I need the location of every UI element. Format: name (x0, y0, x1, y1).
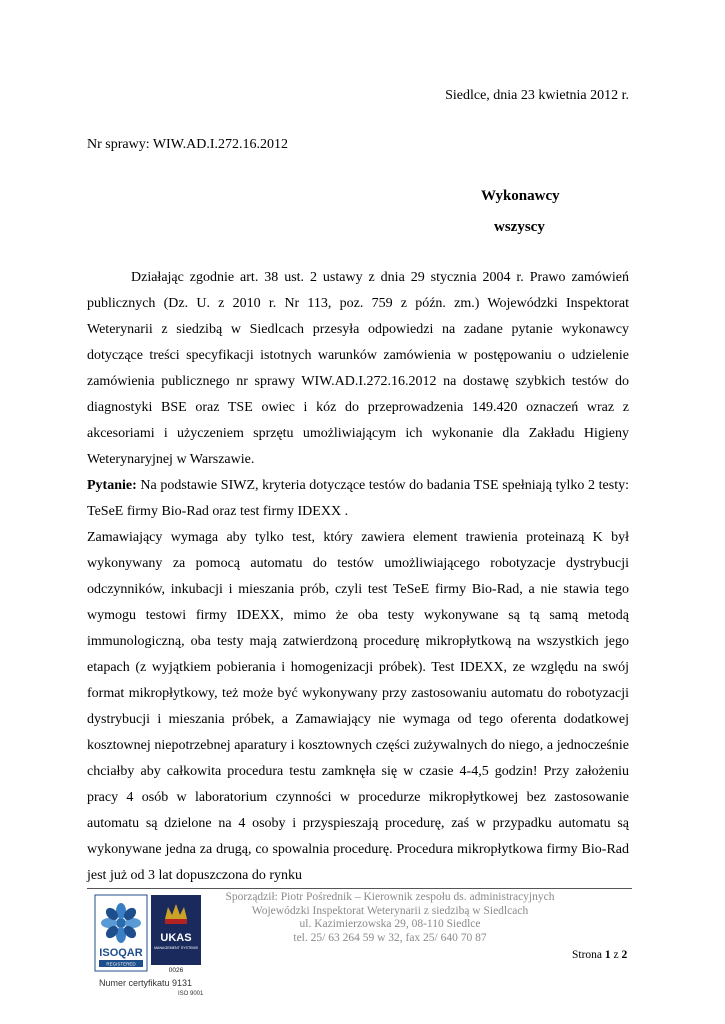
ukas-number: 0026 (168, 967, 184, 974)
page-current: 1 (604, 949, 611, 961)
recipient-line-2: wszyscy (494, 219, 545, 235)
footer-info (210, 891, 570, 945)
certification-logos (93, 893, 205, 1005)
case-number: Nr sprawy: WIW.AD.I.272.16.2012 (87, 137, 289, 152)
footer-phone: tel. 25/ 63 264 59 w 32, fax 25/ 640 70 87 (293, 931, 487, 944)
question-text: Na podstawie SIWZ, kryteria dotyczące testów do badania TSE spełniają tylko 2 testy: TeSeE firmy Bio-Rad oraz test firmy IDEXX . (87, 478, 629, 519)
certificate-number: Numer certyfikatu 9131 (99, 978, 193, 988)
letter-date: Siedlce, dnia 23 kwietnia 2012 r. (445, 88, 629, 103)
question-paragraph (87, 473, 629, 525)
recipient-line-1: Wykonawcy (481, 188, 560, 204)
page-separator: z (610, 949, 622, 961)
ukas-text: UKAS (160, 932, 192, 944)
intro-paragraph: Działając zgodnie art. 38 ust. 2 ustawy z dnia 29 stycznia 2004 r. Prawo zamówień publicznych (Dz. U. z 2010 r. Nr 113, poz. 759 z późn. zm.) Wojewódzki Inspektorat Weterynarii z siedzibą w Siedlcach przesyła odpowiedzi na zadane pytanie wykonawcy dotyczące treści specyfikacji istotnych warunków zamówienia w postępowaniu o udzielenie zamówienia publicznego nr sprawy WIW.AD.I.272.16.2012 na dostawę szybkich testów do diagnostyki BSE oraz TSE owiec i kóz do przeprowadzenia 149.420 oznaczeń wraz z akcesoriami i użyczeniem sprzętu umożliwiającym ich wykonanie dla Zakładu Higieny Weterynaryjnej w Warszawie. (87, 270, 629, 467)
page-number (572, 949, 627, 961)
second-paragraph: Zamawiający wymaga aby tylko test, który zawiera element trawienia proteinazą K był wykonywany za pomocą automatu do testów umożliwiającego robotyzacje dystrybucji odczynników, inkubacji i mieszania prób, czyli test TeSeE firmy Bio-Rad, a nie stawia tego wymogu testowi firmy IDEXX, mimo że oba testy wykonywane są tą samą metodą immunologiczną, oba testy mają zatwierdzoną procedurę mikropłytkową na wszystkich jego etapach (z wyjątkiem pobierania i homogenizacji próbek). Test IDEXX, ze względu na swój format mikropłytkowy, też może być wykonywany przy zastosowaniu automatu do robotyzacji dystrybucji i mieszania próbek, a Zamawiający nie wymaga od tego oferenta dodatkowej kosztownej niepotrzebnej aparatury i kosztownych części zużywalnych do niego, a jednocześnie chciałby aby całkowita procedura testu zamknęła się w czasie 4-4,5 godzin! Przy założeniu pracy 4 osób w laboratorium czynności w procedurze mikropłytkowej bez zastosowanie automatu są dzielone na 4 osoby i przyspieszają procedurę, zaś w przypadku automatu są wykonywane jedna za drugą, co spowalnia procedurę. Procedura mikropłytkowa firmy Bio-Rad jest już od 3 lat dopuszczona do rynku (87, 530, 629, 883)
question-label: Pytanie: (87, 478, 137, 493)
isoqar-logo (95, 895, 147, 971)
isoqar-sub: REGISTERED (106, 961, 136, 967)
page-prefix: Strona (572, 949, 605, 961)
iso-standard: ISO 9001 (178, 991, 204, 997)
footer-institution: Wojewódzki Inspektorat Weterynarii z siedzibą w Siedlcach (251, 904, 529, 917)
footer-author: Sporządził: Piotr Pośrednik – Kierownik zespołu ds. administracyjnych (225, 891, 555, 903)
footer-divider (87, 888, 632, 889)
letter-body (87, 265, 629, 889)
isoqar-text: ISOQAR (99, 947, 143, 959)
ukas-sub: MANAGEMENT SYSTEMS (154, 946, 198, 950)
ukas-logo (151, 895, 201, 974)
footer-address: ul. Kazimierzowska 29, 08-110 Siedlce (299, 918, 481, 930)
page-total: 2 (621, 949, 628, 961)
